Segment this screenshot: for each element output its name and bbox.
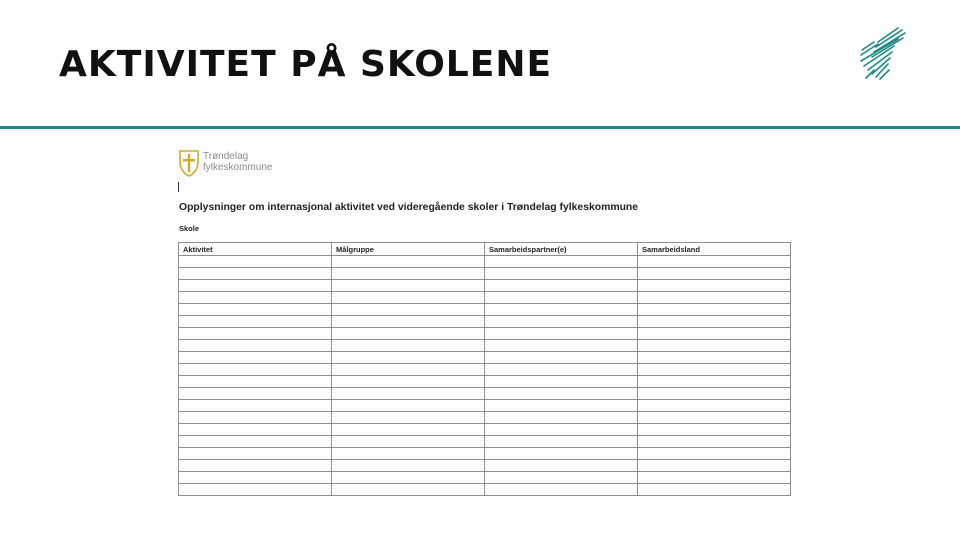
table-cell [485, 340, 638, 352]
column-header-malgruppe: Målgruppe [332, 243, 485, 256]
form-document [175, 145, 795, 517]
table-cell [638, 292, 791, 304]
table-row [179, 484, 791, 496]
table-cell [638, 436, 791, 448]
table-row [179, 328, 791, 340]
table-cell [179, 472, 332, 484]
activity-table [178, 242, 791, 496]
table-cell [638, 256, 791, 268]
table-cell [179, 448, 332, 460]
table-row [179, 472, 791, 484]
table-cell [332, 328, 485, 340]
table-cell [485, 328, 638, 340]
table-row [179, 280, 791, 292]
table-row [179, 364, 791, 376]
organization-name [203, 151, 272, 173]
table-cell [485, 292, 638, 304]
text-cursor [178, 182, 179, 192]
table-header-row [179, 243, 791, 256]
table-cell [638, 316, 791, 328]
table-cell [485, 316, 638, 328]
table-cell [638, 484, 791, 496]
table-cell [485, 424, 638, 436]
table-cell [179, 376, 332, 388]
table-cell [485, 376, 638, 388]
table-cell [638, 412, 791, 424]
table-cell [332, 400, 485, 412]
table-row [179, 376, 791, 388]
table-cell [638, 280, 791, 292]
table-row [179, 268, 791, 280]
table-row [179, 292, 791, 304]
table-cell [179, 388, 332, 400]
table-cell [179, 304, 332, 316]
table-cell [332, 460, 485, 472]
table-body [179, 256, 791, 496]
table-cell [332, 292, 485, 304]
table-row [179, 304, 791, 316]
table-cell [638, 364, 791, 376]
table-cell [485, 412, 638, 424]
school-label: Skole [179, 224, 200, 233]
table-cell [485, 352, 638, 364]
table-row [179, 388, 791, 400]
table-cell [179, 400, 332, 412]
organization-line-1: Trøndelag [203, 151, 249, 162]
title-divider [0, 126, 960, 129]
table-cell [332, 448, 485, 460]
table-row [179, 316, 791, 328]
table-cell [179, 328, 332, 340]
table-cell [638, 376, 791, 388]
table-cell [179, 460, 332, 472]
table-cell [638, 328, 791, 340]
table-cell [179, 316, 332, 328]
table-cell [332, 256, 485, 268]
table-cell [332, 412, 485, 424]
table-cell [485, 388, 638, 400]
table-cell [332, 316, 485, 328]
table-cell [332, 436, 485, 448]
table-cell [485, 304, 638, 316]
table-cell [485, 364, 638, 376]
company-logo-icon [858, 26, 908, 82]
table-row [179, 340, 791, 352]
table-cell [638, 472, 791, 484]
table-cell [638, 448, 791, 460]
table-cell [332, 268, 485, 280]
table-cell [638, 388, 791, 400]
table-row [179, 412, 791, 424]
table-cell [332, 364, 485, 376]
table-row [179, 448, 791, 460]
table-row [179, 436, 791, 448]
table-cell [179, 292, 332, 304]
table-cell [179, 412, 332, 424]
table-cell [638, 340, 791, 352]
table-cell [485, 472, 638, 484]
table-cell [332, 424, 485, 436]
table-cell [485, 484, 638, 496]
table-cell [638, 352, 791, 364]
organization-line-2: fylkeskommune [203, 162, 273, 173]
table-cell [485, 268, 638, 280]
table-cell [332, 352, 485, 364]
table-cell [332, 472, 485, 484]
table-cell [332, 280, 485, 292]
table-cell [332, 340, 485, 352]
table-row [179, 256, 791, 268]
column-header-samarbeidsland: Samarbeidsland [638, 243, 791, 256]
table-cell [179, 352, 332, 364]
table-cell [638, 460, 791, 472]
table-cell [332, 484, 485, 496]
table-cell [179, 256, 332, 268]
table-cell [179, 484, 332, 496]
table-cell [485, 460, 638, 472]
table-cell [179, 436, 332, 448]
table-cell [179, 364, 332, 376]
table-cell [638, 304, 791, 316]
document-heading: Opplysninger om internasjonal aktivitet ved videregående skoler i Trøndelag fylkeskommune [179, 202, 639, 213]
table-row [179, 424, 791, 436]
table-cell [179, 340, 332, 352]
table-cell [485, 256, 638, 268]
column-header-samarbeidspartner: Samarbeidspartner(e) [485, 243, 638, 256]
table-cell [179, 268, 332, 280]
table-cell [332, 304, 485, 316]
table-cell [638, 268, 791, 280]
table-row [179, 400, 791, 412]
column-header-aktivitet: Aktivitet [179, 243, 332, 256]
table-row [179, 352, 791, 364]
table-cell [179, 424, 332, 436]
table-cell [638, 424, 791, 436]
table-cell [485, 400, 638, 412]
slide-title: AKTIVITET PÅ SKOLENE [59, 44, 553, 85]
county-crest-icon [178, 148, 200, 178]
table-cell [485, 280, 638, 292]
table-cell [332, 376, 485, 388]
table-cell [485, 448, 638, 460]
table-cell [485, 436, 638, 448]
table-cell [638, 400, 791, 412]
table-row [179, 460, 791, 472]
table-cell [332, 388, 485, 400]
table-cell [179, 280, 332, 292]
